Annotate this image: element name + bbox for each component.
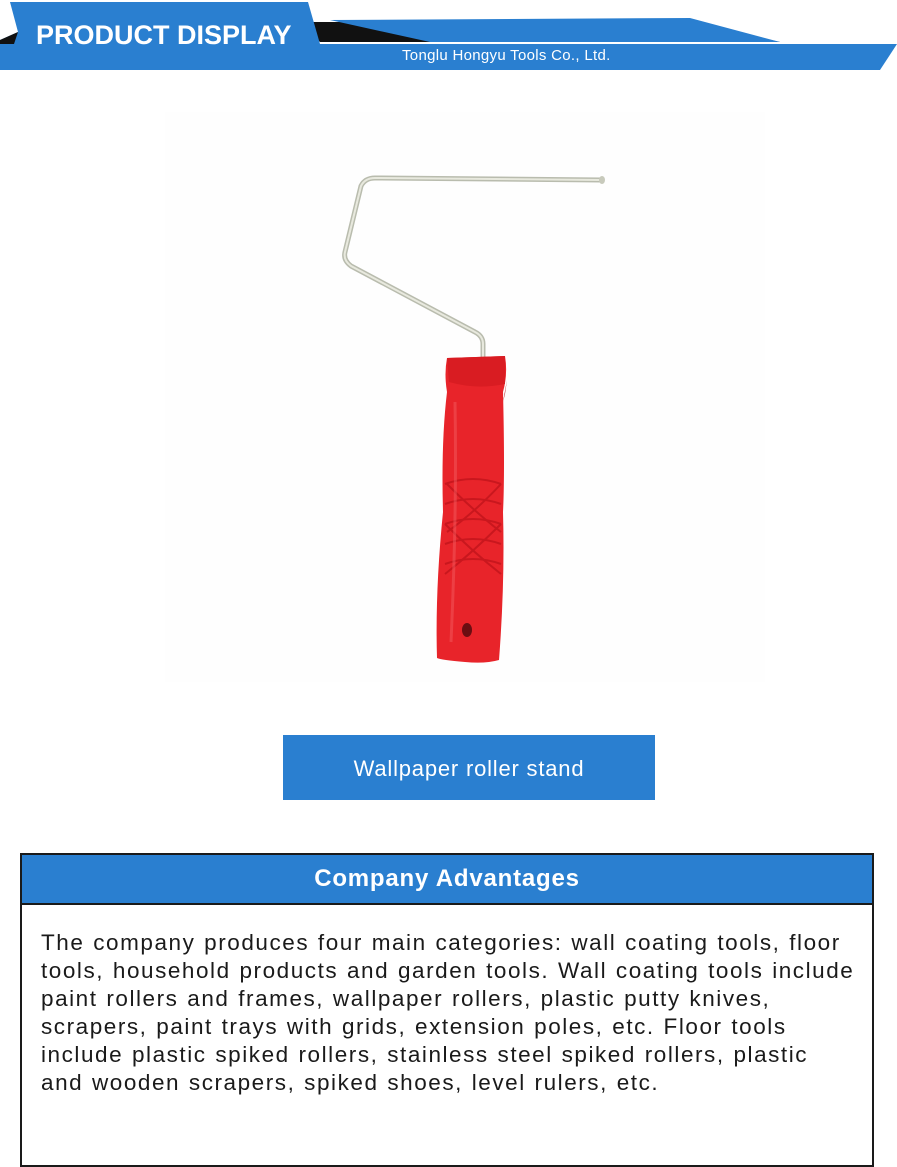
- company-advantages-title: Company Advantages: [22, 855, 872, 905]
- page-title: PRODUCT DISPLAY: [36, 20, 292, 50]
- header-banner: [0, 0, 897, 72]
- company-name: Tonglu Hongyu Tools Co., Ltd.: [402, 47, 611, 64]
- paint-roller-frame-icon: [165, 112, 765, 682]
- company-advantages-panel: [20, 853, 874, 1167]
- product-photo: [165, 112, 765, 682]
- product-caption: Wallpaper roller stand: [283, 735, 655, 800]
- company-advantages-text: The company produces four main categories: wall coating tools, floor tools, household products and garden tools. Wall coating tools include paint rollers and frames, wallpaper rollers, plastic putty knives, scrapers, paint trays with grids, extension poles, etc. Floor tools include plastic spiked rollers, stainless steel spiked rollers, plastic and wooden scrapers, spiked shoes, level rulers, etc.: [41, 930, 855, 1095]
